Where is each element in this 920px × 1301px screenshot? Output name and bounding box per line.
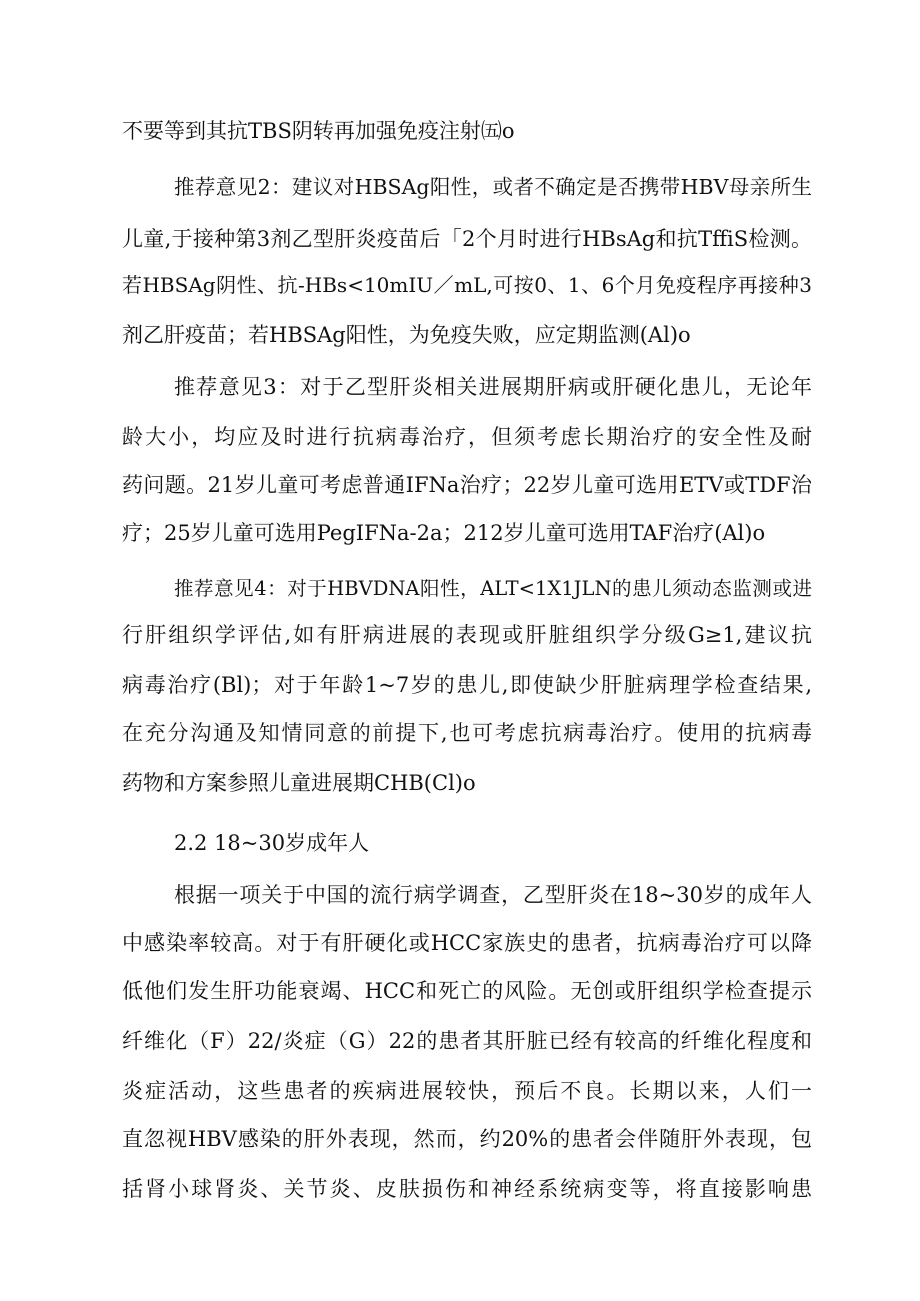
text-line: 中感染率较高。对于有肝硬化或HCC家族史的患者，抗病毒治疗可以降 — [122, 931, 812, 955]
text-line: 剂乙肝疫苗；若HBSAg阳性，为免疫失败，应定期监测(Al)o — [122, 323, 691, 347]
text-line: 药物和方案参照儿童进展期CHB(Cl)o — [122, 771, 476, 795]
text-line: 纤维化（F）22/炎症（G）22的患者其肝脏已经有较高的纤维化程度和 — [122, 1029, 812, 1053]
text-line: 病毒治疗(Bl)；对于年龄1~7岁的患儿,即使缺少肝脏病理学检查结果, — [122, 673, 812, 697]
text-line: 直忽视HBV感染的肝外表现，然而，约20%的患者会伴随肝外表现，包 — [122, 1127, 812, 1151]
text-line: 根据一项关于中国的流行病学调查，乙型肝炎在18~30岁的成年人 — [174, 883, 812, 907]
text-line: 推荐意见2：建议对HBSAg阳性，或者不确定是否携带HBV母亲所生 — [174, 175, 812, 199]
section-heading: 2.2 18~30岁成年人 — [174, 831, 370, 855]
text-line: 低他们发生肝功能衰竭、HCC和死亡的风险。无创或肝组织学检查提示 — [122, 979, 812, 1003]
text-line: 括肾小球肾炎、关节炎、皮肤损伤和神经系统病变等，将直接影响患 — [122, 1177, 812, 1201]
text-line: 推荐意见3：对于乙型肝炎相关进展期肝病或肝硬化患儿，无论年 — [174, 375, 812, 399]
text-line: 儿童,于接种第3剂乙型肝炎疫苗后「2个月时进行HBsAg和抗TffiS检测。 — [122, 227, 812, 251]
text-line: 行肝组织学评估,如有肝病进展的表现或肝脏组织学分级G≥1,建议抗 — [122, 623, 812, 647]
text-line: 龄大小，均应及时进行抗病毒治疗，但须考虑长期治疗的安全性及耐 — [122, 425, 812, 449]
text-line: 疗；25岁儿童可选用PegIFNa-2a；212岁儿童可选用TAF治疗(Al)o — [122, 521, 766, 545]
text-line: 药问题。21岁儿童可考虑普通IFNa治疗；22岁儿童可选用ETV或TDF治 — [122, 473, 812, 497]
text-line: 在充分沟通及知情同意的前提下,也可考虑抗病毒治疗。使用的抗病毒 — [122, 721, 812, 745]
text-line: 若HBSAg阴性、抗-HBs<10mIU／mL,可按0、1、6个月免疫程序再接种3 — [122, 273, 812, 297]
text-line: 炎症活动，这些患者的疾病进展较快，预后不良。长期以来，人们一 — [122, 1079, 812, 1103]
text-line: 推荐意见4：对于HBVDNA阳性，ALT<1X1JLN的患儿须动态监测或进 — [174, 577, 812, 600]
text-line: 不要等到其抗TBS阴转再加强免疫注射㈤o — [122, 119, 515, 143]
